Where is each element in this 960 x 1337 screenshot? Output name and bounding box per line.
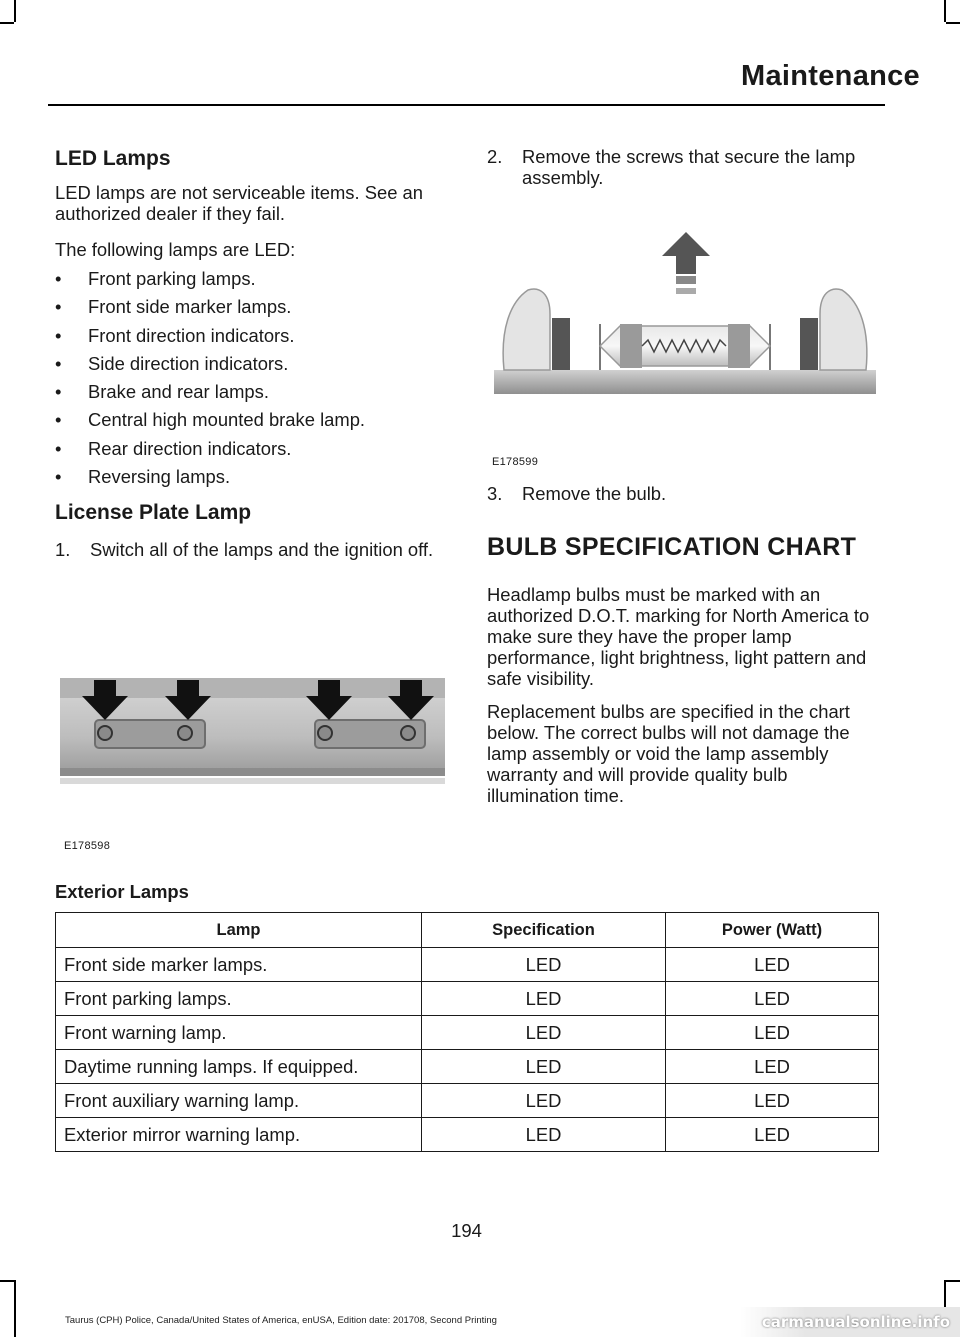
table-row	[56, 948, 879, 982]
table-cell: Daytime running lamps. If equipped.	[56, 1050, 422, 1084]
step-2	[487, 146, 882, 188]
list-item: • Brake and rear lamps.	[55, 381, 450, 409]
crop-mark	[0, 1280, 14, 1282]
led-list-intro: The following lamps are LED:	[55, 239, 296, 260]
crop-mark	[14, 1280, 16, 1337]
bulb-chart-heading: BULB SPECIFICATION CHART	[487, 533, 857, 561]
list-item: • Central high mounted brake lamp.	[55, 409, 450, 437]
table-cell: LED	[422, 1050, 666, 1084]
table-cell: Front warning lamp.	[56, 1016, 422, 1050]
crop-mark	[944, 0, 946, 22]
column-header: Specification	[422, 913, 666, 948]
table-cell: Exterior mirror warning lamp.	[56, 1118, 422, 1152]
up-arrow-icon	[662, 232, 710, 294]
table-cell: LED	[666, 982, 879, 1016]
table-cell: LED	[666, 1016, 879, 1050]
license-plate-heading: License Plate Lamp	[55, 501, 252, 525]
page-header-title: Maintenance	[741, 60, 920, 92]
table-cell: LED	[666, 1084, 879, 1118]
list-item: • Reversing lamps.	[55, 466, 450, 494]
right-column	[487, 146, 882, 188]
table-cell: LED	[422, 1118, 666, 1152]
table-cell: LED	[422, 948, 666, 982]
step-text: Switch all of the lamps and the ignition off.	[90, 539, 434, 561]
step-number: 3.	[487, 483, 503, 504]
table-cell: LED	[666, 1050, 879, 1084]
step-1	[55, 539, 450, 560]
crop-mark	[0, 22, 14, 24]
led-lamps-heading: LED Lamps	[55, 147, 171, 170]
column-header: Lamp	[56, 913, 422, 948]
chart-paragraph-2: Replacement bulbs are specified in the chart below. The correct bulbs will not damage the lamp assembly or void the lamp assembly warranty and will provide quality bulb illumination time.	[487, 701, 850, 806]
exterior-lamps-table	[55, 912, 879, 1152]
step-3	[487, 483, 882, 504]
table-cell: LED	[666, 948, 879, 982]
list-item: • Front parking lamps.	[55, 268, 450, 296]
list-item: • Front side marker lamps.	[55, 296, 450, 324]
list-item: • Rear direction indicators.	[55, 438, 450, 466]
table-title: Exterior Lamps	[55, 881, 189, 902]
table-row	[56, 1016, 879, 1050]
step-number: 2.	[487, 146, 503, 167]
table-cell: LED	[422, 1016, 666, 1050]
step-number: 1.	[55, 539, 71, 561]
table-cell: LED	[666, 1118, 879, 1152]
crop-mark	[14, 0, 16, 22]
led-lamp-list	[55, 268, 450, 494]
table-cell: Front parking lamps.	[56, 982, 422, 1016]
crop-mark	[946, 22, 960, 24]
led-intro-text: LED lamps are not serviceable items. See an authorized dealer if they fail.	[55, 182, 423, 224]
table-cell: LED	[422, 1084, 666, 1118]
chart-paragraph-1: Headlamp bulbs must be marked with an authorized D.O.T. marking for North America to make sure they have the proper lamp performance, light brightness, light pattern and safe visibility.	[487, 584, 870, 689]
table-row	[56, 1050, 879, 1084]
column-header: Power (Watt)	[666, 913, 879, 948]
table-cell: Front side marker lamps.	[56, 948, 422, 982]
table-row	[56, 1084, 879, 1118]
header-rule	[48, 104, 885, 106]
figure-code: E178599	[492, 456, 539, 468]
table-header-row	[56, 913, 879, 948]
right-column-lower	[487, 483, 882, 806]
license-plate-lamp-figure	[60, 660, 445, 790]
step-text: Remove the screws that secure the lamp assembly.	[522, 146, 856, 188]
table-cell: Front auxiliary warning lamp.	[56, 1084, 422, 1118]
crop-mark	[946, 1280, 960, 1282]
list-item: • Front direction indicators.	[55, 325, 450, 353]
table-row	[56, 982, 879, 1016]
bulb-removal-figure	[490, 228, 880, 398]
step-text: Remove the bulb.	[522, 483, 667, 504]
page-number: 194	[451, 1220, 482, 1241]
watermark: carmanualsonline.info	[740, 1307, 960, 1337]
table-cell: LED	[422, 982, 666, 1016]
footer-text: Taurus (CPH) Police, Canada/United States of America, enUSA, Edition date: 201708, Second Printing	[65, 1315, 497, 1326]
figure-code: E178598	[64, 840, 111, 852]
list-item: • Side direction indicators.	[55, 353, 450, 381]
left-column	[55, 146, 450, 560]
table-row	[56, 1118, 879, 1152]
